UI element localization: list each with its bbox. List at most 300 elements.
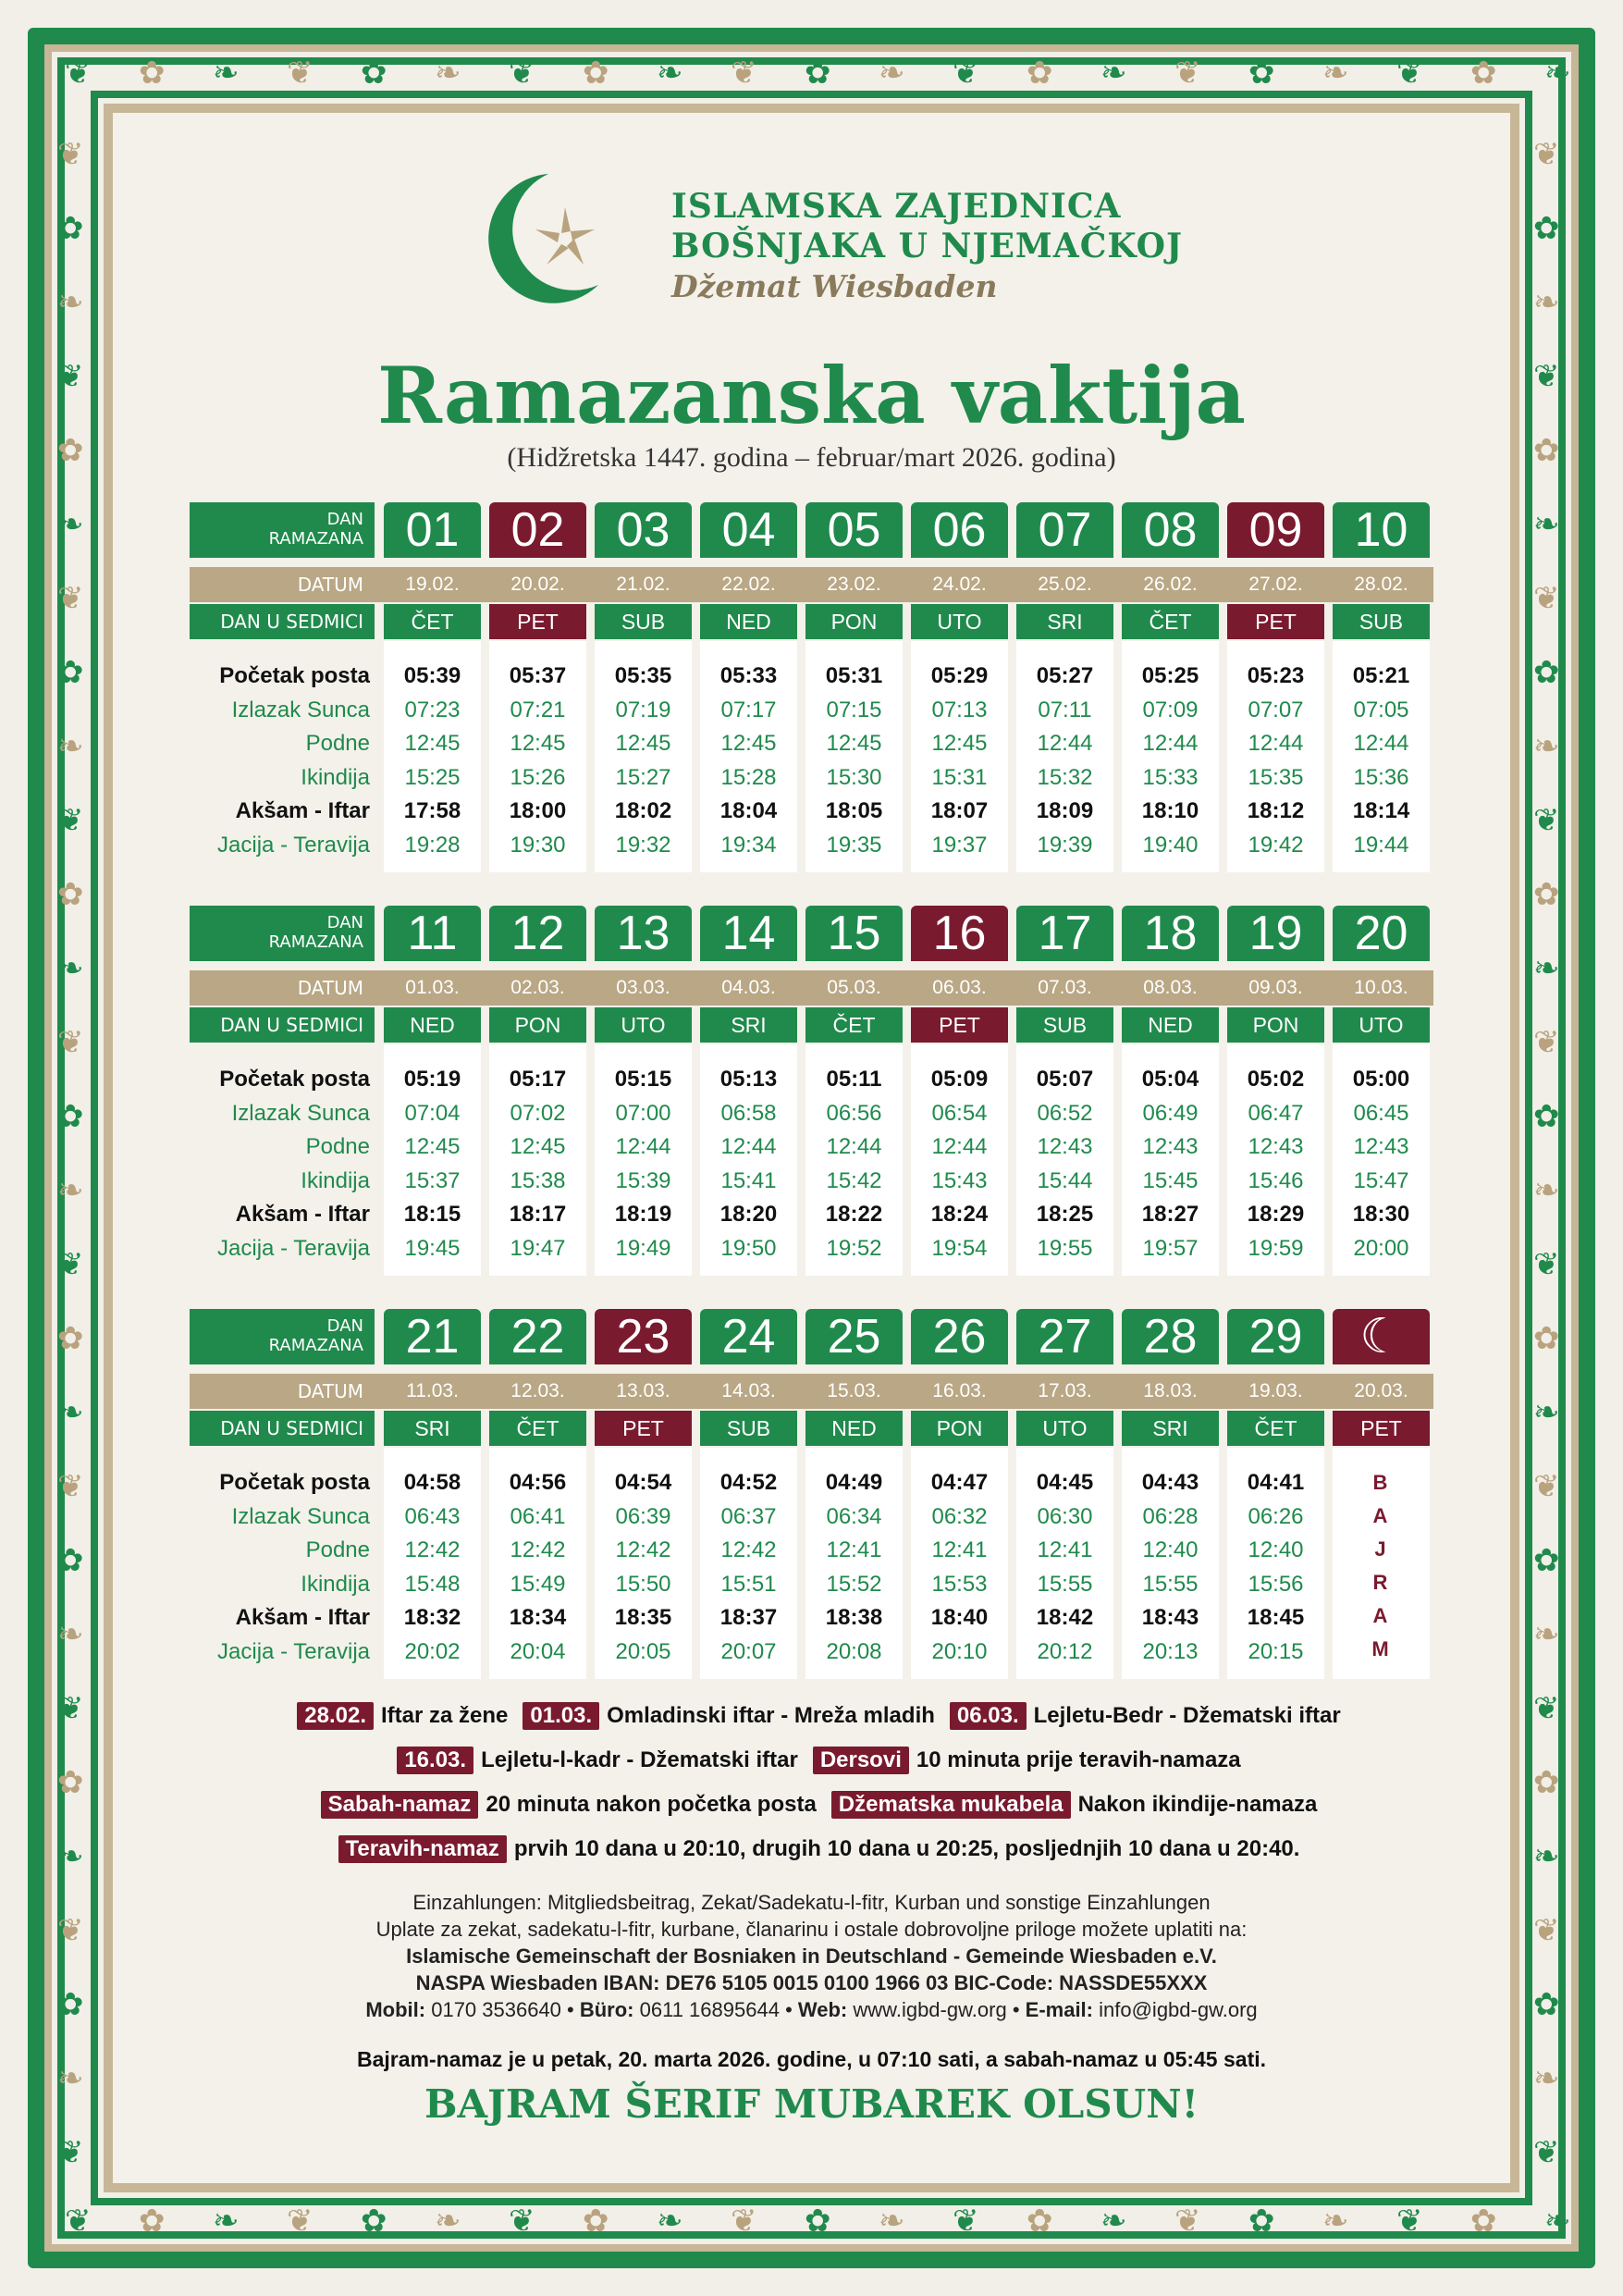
ornament-icon: ❧ <box>57 1616 84 1653</box>
bajram-namaz-info: Bajram-namaz je u petak, 20. marta 2026. godine, u 07:10 sati, a sabah-namaz u 05:45 sati. <box>356 2047 1267 2071</box>
prayer-time: 06:49 <box>1142 1100 1199 1126</box>
times-cell <box>911 641 1008 872</box>
prayer-time: 18:38 <box>825 1605 883 1630</box>
prayer-time: 07:05 <box>1353 697 1409 722</box>
ornament-icon: ✿ <box>57 654 84 691</box>
day-column <box>1333 502 1430 872</box>
note-text: 20 minuta nakon početka posta <box>486 1792 817 1817</box>
prayer-time: 18:24 <box>930 1202 989 1227</box>
notes-line-4 <box>0 1835 1623 1863</box>
times-cell <box>384 1448 481 1679</box>
info-uplate: Uplate za zekat, sadekatu-l-fitr, kurbane, članarinu i ostale dobrovoljne priloge možete uplatiti na: <box>375 1918 1248 1941</box>
date: 12.03. <box>510 1380 565 1401</box>
row-label: Početak posta <box>219 1470 370 1495</box>
day-number: 14 <box>700 906 797 961</box>
day-of-week: NED <box>700 604 797 639</box>
day-number: 19 <box>1227 906 1324 961</box>
prayer-time: 18:07 <box>930 798 989 823</box>
day-column <box>1227 1309 1324 1679</box>
date: 27.02. <box>1248 574 1303 595</box>
prayer-time: 04:54 <box>614 1470 672 1495</box>
prayer-time: 15:53 <box>931 1571 988 1597</box>
prayer-time: 15:52 <box>826 1571 882 1597</box>
prayer-time: 06:41 <box>510 1503 566 1529</box>
vaktija-block-1 <box>190 502 1433 872</box>
day-column <box>805 502 903 872</box>
note-tag: 06.03. <box>950 1702 1027 1730</box>
bajram-letter: J <box>1374 1537 1388 1561</box>
day-of-week: SUB <box>1333 604 1430 639</box>
times-cell <box>805 1448 903 1679</box>
day-of-week: SUB <box>595 604 692 639</box>
times-cell <box>805 1044 903 1276</box>
prayer-time: 07:13 <box>931 697 988 722</box>
day-number: 07 <box>1016 502 1113 558</box>
times-cell <box>1016 1448 1113 1679</box>
ornament-icon: ❦ <box>57 1246 84 1283</box>
bajram-letter: A <box>1372 1504 1390 1527</box>
ornament-icon: ❧ <box>57 2060 84 2097</box>
prayer-time: 12:44 <box>720 1134 777 1159</box>
date: 01.03. <box>405 977 460 998</box>
prayer-time: 18:00 <box>509 798 567 823</box>
prayer-time: 18:10 <box>1141 798 1199 823</box>
info-account-holder <box>0 1944 1623 1969</box>
day-column <box>1227 502 1324 872</box>
ornament-icon: ✿ <box>1027 2203 1053 2240</box>
ornament-icon: ❧ <box>1544 2203 1571 2240</box>
day-number: 15 <box>805 906 903 961</box>
prayer-time: 19:45 <box>404 1235 461 1261</box>
date: 24.02. <box>932 574 987 595</box>
ornament-icon: ✿ <box>1027 55 1053 92</box>
prayer-time: 05:39 <box>403 663 461 688</box>
day-of-week: PON <box>911 1411 1008 1446</box>
prayer-time: 15:55 <box>1037 1571 1093 1597</box>
times-cell <box>595 1448 692 1679</box>
ornament-icon: ❧ <box>1533 1616 1560 1653</box>
prayer-time: 12:44 <box>826 1134 882 1159</box>
prayer-time: 12:44 <box>1142 731 1199 756</box>
row-label: Podne <box>305 1537 370 1562</box>
day-column <box>1333 1309 1430 1679</box>
prayer-time: 15:49 <box>510 1571 566 1597</box>
day-column <box>700 1309 797 1679</box>
times-cell <box>595 641 692 872</box>
prayer-time: 18:25 <box>1036 1202 1094 1227</box>
prayer-time: 06:43 <box>404 1503 461 1529</box>
ornament-icon: ❦ <box>57 2134 84 2171</box>
prayer-time: 15:45 <box>1142 1167 1199 1193</box>
prayer-time: 12:41 <box>1037 1537 1093 1562</box>
prayer-time: 18:32 <box>403 1605 461 1630</box>
prayer-time: 04:45 <box>1036 1470 1094 1495</box>
ornament-icon: ❧ <box>57 950 84 987</box>
date: 25.02. <box>1038 574 1092 595</box>
prayer-time: 05:19 <box>403 1067 461 1092</box>
prayer-time: 12:44 <box>615 1134 671 1159</box>
row-label: Izlazak Sunca <box>231 697 370 722</box>
prayer-time: 05:23 <box>1247 663 1305 688</box>
bajram-letter: B <box>1372 1471 1390 1494</box>
ornament-icon: ✿ <box>361 55 387 92</box>
ornament-icon: ❦ <box>65 55 92 92</box>
prayer-time: 15:38 <box>510 1167 566 1193</box>
row-labels <box>190 1054 370 1265</box>
row-labels <box>190 1457 370 1669</box>
date: 06.03. <box>932 977 987 998</box>
prayer-time: 06:45 <box>1353 1100 1409 1126</box>
row-label: Ikindija <box>301 1167 370 1193</box>
times-cell <box>1227 1044 1324 1276</box>
row-label: Jacija - Teravija <box>217 1235 370 1261</box>
ornament-icon: ❧ <box>57 1172 84 1209</box>
prayer-time: 06:34 <box>826 1503 882 1529</box>
day-column <box>384 502 481 872</box>
times-cell <box>489 1044 586 1276</box>
prayer-time: 18:34 <box>509 1605 567 1630</box>
ornament-icon: ❧ <box>1533 284 1560 321</box>
times-cell <box>805 641 903 872</box>
prayer-time: 15:30 <box>826 764 882 790</box>
day-column <box>1016 502 1113 872</box>
times-cell <box>384 641 481 872</box>
prayer-time: 15:31 <box>931 764 988 790</box>
prayer-time: 05:13 <box>719 1067 778 1092</box>
day-column <box>489 906 586 1276</box>
times-cell <box>384 1044 481 1276</box>
prayer-time: 12:43 <box>1353 1134 1409 1159</box>
email-label: E-mail: <box>1025 1998 1093 2021</box>
date: 21.02. <box>616 574 670 595</box>
date: 20.03. <box>1354 1380 1408 1401</box>
prayer-time: 20:13 <box>1142 1638 1199 1664</box>
ornament-icon: ❦ <box>509 2203 535 2240</box>
prayer-time: 18:35 <box>614 1605 672 1630</box>
prayer-time: 06:30 <box>1037 1503 1093 1529</box>
prayer-time: 12:43 <box>1037 1134 1093 1159</box>
day-of-week: ČET <box>1227 1411 1324 1446</box>
prayer-time: 12:45 <box>931 731 988 756</box>
date: 07.03. <box>1038 977 1092 998</box>
date: 13.03. <box>616 1380 670 1401</box>
notes-line-2 <box>0 1747 1623 1774</box>
prayer-time: 18:42 <box>1036 1605 1094 1630</box>
prayer-time: 12:45 <box>510 1134 566 1159</box>
date: 18.03. <box>1143 1380 1198 1401</box>
ornament-icon: ✿ <box>1533 1764 1560 1801</box>
email-link[interactable]: info@igbd-gw.org <box>1099 1998 1258 2021</box>
day-number: 29 <box>1227 1309 1324 1364</box>
day-of-week: PET <box>911 1007 1008 1043</box>
prayer-time: 07:21 <box>510 697 566 722</box>
label-datum: DATUM <box>297 977 363 999</box>
note-tag: Dersovi <box>813 1747 909 1774</box>
prayer-time: 15:36 <box>1353 764 1409 790</box>
prayer-time: 18:29 <box>1247 1202 1305 1227</box>
day-number: 11 <box>384 906 481 961</box>
crescent-star-icon <box>476 167 606 305</box>
ornament-icon: ❦ <box>287 2203 314 2240</box>
day-number: 22 <box>489 1309 586 1364</box>
ornament-icon: ❧ <box>435 55 461 92</box>
label-dan-u-sedmici: DAN U SEDMICI <box>190 1007 375 1043</box>
ornament-icon: ❧ <box>1322 2203 1349 2240</box>
day-of-week: PON <box>1227 1007 1324 1043</box>
prayer-time: 04:52 <box>719 1470 778 1495</box>
prayer-time: 20:02 <box>404 1638 461 1664</box>
times-cell <box>595 1044 692 1276</box>
prayer-time: 19:32 <box>615 832 671 858</box>
prayer-time: 12:45 <box>615 731 671 756</box>
day-of-week: SRI <box>1122 1411 1219 1446</box>
prayer-time: 07:02 <box>510 1100 566 1126</box>
buro-number: 0611 16895644 <box>639 1998 780 2021</box>
day-of-week: PET <box>489 604 586 639</box>
ornament-icon: ✿ <box>1470 2203 1497 2240</box>
prayer-time: 12:44 <box>1248 731 1304 756</box>
ornament-icon: ✿ <box>57 1320 84 1357</box>
ornament-icon: ❦ <box>1533 2134 1560 2171</box>
prayer-time: 05:07 <box>1036 1067 1094 1092</box>
date: 17.03. <box>1038 1380 1092 1401</box>
day-column <box>700 502 797 872</box>
times-cell <box>489 641 586 872</box>
prayer-time: 18:04 <box>719 798 778 823</box>
ornament-icon: ❧ <box>1100 55 1127 92</box>
ornament-icon: ✿ <box>1533 432 1560 469</box>
day-number: 26 <box>911 1309 1008 1364</box>
day-number: 01 <box>384 502 481 558</box>
note-tag: 01.03. <box>523 1702 599 1730</box>
prayer-time: 07:00 <box>615 1100 671 1126</box>
note-text: Iftar za žene <box>381 1703 509 1728</box>
prayer-time: 06:32 <box>931 1503 988 1529</box>
ornament-icon: ✿ <box>1533 654 1560 691</box>
day-column <box>384 1309 481 1679</box>
ornament-icon: ✿ <box>1533 210 1560 247</box>
ornament-icon: ❦ <box>57 358 84 395</box>
bank-details-text: NASPA Wiesbaden IBAN: DE76 5105 0015 0100 1966 03 BIC-Code: NASSDE55XXX <box>415 1971 1208 1994</box>
times-cell <box>700 641 797 872</box>
day-column <box>1016 1309 1113 1679</box>
row-label: Izlazak Sunca <box>231 1503 370 1529</box>
day-column <box>911 502 1008 872</box>
ornament-icon: ❦ <box>57 136 84 173</box>
ornament-icon: ❧ <box>1533 1838 1560 1875</box>
row-label: Akšam - Iftar <box>235 1605 370 1630</box>
date: 26.02. <box>1143 574 1198 595</box>
prayer-time: 12:41 <box>826 1537 882 1562</box>
bajram-letter: M <box>1371 1637 1391 1660</box>
prayer-time: 18:02 <box>614 798 672 823</box>
note-tag: Džematska mukabela <box>831 1791 1071 1819</box>
note-text: Lejletu-l-kadr - Džematski iftar <box>481 1747 798 1772</box>
prayer-time: 19:57 <box>1142 1235 1199 1261</box>
day-column <box>595 906 692 1276</box>
day-number: 21 <box>384 1309 481 1364</box>
row-label: Podne <box>305 1134 370 1159</box>
prayer-time: 05:31 <box>825 663 883 688</box>
prayer-time: 07:17 <box>720 697 777 722</box>
ornament-icon: ❦ <box>287 55 314 92</box>
day-of-week: SUB <box>700 1411 797 1446</box>
prayer-time: 19:47 <box>510 1235 566 1261</box>
ornament-icon: ✿ <box>1533 1986 1560 2023</box>
day-of-week: PON <box>489 1007 586 1043</box>
times-cell <box>1122 1044 1219 1276</box>
ornament-icon: ❦ <box>1533 358 1560 395</box>
day-number: 06 <box>911 502 1008 558</box>
times-cell <box>700 1448 797 1679</box>
day-column <box>489 502 586 872</box>
ornament-icon: ❦ <box>953 2203 979 2240</box>
ornament-icon: ❧ <box>1533 728 1560 765</box>
prayer-time: 07:07 <box>1248 697 1304 722</box>
times-cell <box>1227 1448 1324 1679</box>
prayer-time: 18:20 <box>719 1202 778 1227</box>
day-number: 09 <box>1227 502 1324 558</box>
prayer-time: 04:49 <box>825 1470 883 1495</box>
prayer-time: 15:50 <box>615 1571 671 1597</box>
prayer-time: 19:30 <box>510 832 566 858</box>
note-text: prvih 10 dana u 20:10, drugih 10 dana u 20:25, posljednjih 10 dana u 20:40. <box>513 1836 1300 1861</box>
ornament-icon: ❦ <box>1533 802 1560 839</box>
day-number: 24 <box>700 1309 797 1364</box>
ornament-icon: ✿ <box>57 1986 84 2023</box>
org-name-line2: BOŠNJAKA U NJEMAČKOJ <box>671 227 1184 265</box>
prayer-time: 04:58 <box>403 1470 461 1495</box>
prayer-time: 05:09 <box>930 1067 989 1092</box>
day-number: 18 <box>1122 906 1219 961</box>
prayer-time: 18:37 <box>719 1605 778 1630</box>
day-of-week: UTO <box>1016 1411 1113 1446</box>
row-label: Akšam - Iftar <box>235 798 370 823</box>
ornament-icon: ❧ <box>657 2203 683 2240</box>
prayer-time: 15:27 <box>615 764 671 790</box>
prayer-time: 07:11 <box>1038 697 1092 722</box>
day-of-week: SRI <box>700 1007 797 1043</box>
times-cell <box>489 1448 586 1679</box>
prayer-time: 15:55 <box>1142 1571 1199 1597</box>
day-number: 13 <box>595 906 692 961</box>
ornament-icon: ❦ <box>1533 1912 1560 1949</box>
day-column <box>911 1309 1008 1679</box>
row-label: Jacija - Teravija <box>217 832 370 858</box>
times-cell <box>1122 1448 1219 1679</box>
times-cell <box>911 1044 1008 1276</box>
ornament-icon: ❧ <box>435 2203 461 2240</box>
prayer-time: 19:59 <box>1248 1235 1304 1261</box>
ornament-icon: ❧ <box>57 728 84 765</box>
date: 15.03. <box>827 1380 881 1401</box>
prayer-time: 07:23 <box>404 697 461 722</box>
date: 19.02. <box>405 574 460 595</box>
notes-line-3 <box>0 1791 1623 1819</box>
day-of-week: PON <box>805 604 903 639</box>
day-of-week: ČET <box>805 1007 903 1043</box>
day-of-week: PET <box>1333 1411 1430 1446</box>
row-label: Početak posta <box>219 1067 370 1092</box>
day-number: 28 <box>1122 1309 1219 1364</box>
ornament-icon: ❦ <box>1174 55 1201 92</box>
ornament-icon: ❦ <box>57 1690 84 1727</box>
ornament-icon: ✿ <box>57 876 84 913</box>
org-name-line3: Džemat Wiesbaden <box>671 268 998 304</box>
prayer-time: 06:47 <box>1248 1100 1304 1126</box>
buro-label: Büro: <box>579 1998 634 2021</box>
day-number: 16 <box>911 906 1008 961</box>
ornament-icon: ❧ <box>1533 1394 1560 1431</box>
prayer-time: 19:49 <box>615 1235 671 1261</box>
prayer-time: 05:04 <box>1141 1067 1199 1092</box>
day-of-week: PET <box>1227 604 1324 639</box>
row-label: Akšam - Iftar <box>235 1202 370 1227</box>
prayer-time: 19:54 <box>931 1235 988 1261</box>
prayer-time: 06:56 <box>826 1100 882 1126</box>
prayer-time: 15:48 <box>404 1571 461 1597</box>
prayer-time: 05:17 <box>509 1067 567 1092</box>
prayer-time: 15:56 <box>1248 1571 1304 1597</box>
ornament-icon: ❧ <box>213 2203 240 2240</box>
day-of-week: UTO <box>1333 1007 1430 1043</box>
day-number: 23 <box>595 1309 692 1364</box>
label-dan-ramazana: DAN RAMAZANA <box>190 906 375 961</box>
prayer-time: 06:52 <box>1037 1100 1093 1126</box>
ornament-icon: ✿ <box>1470 55 1497 92</box>
ornament-icon: ✿ <box>57 1542 84 1579</box>
prayer-time: 18:30 <box>1352 1202 1410 1227</box>
prayer-time: 12:42 <box>510 1537 566 1562</box>
times-cell <box>1016 1044 1113 1276</box>
note-text: Omladinski iftar - Mreža mladih <box>607 1703 935 1728</box>
ornament-icon: ❧ <box>879 2203 905 2240</box>
note-tag: Sabah-namaz <box>321 1791 479 1819</box>
ornament-icon: ❧ <box>213 55 240 92</box>
prayer-time: 06:39 <box>615 1503 671 1529</box>
prayer-time: 05:33 <box>719 663 778 688</box>
prayer-time: 05:25 <box>1141 663 1199 688</box>
prayer-time: 15:25 <box>404 764 461 790</box>
day-column <box>595 1309 692 1679</box>
day-column <box>805 906 903 1276</box>
times-cell <box>911 1448 1008 1679</box>
prayer-time: 20:10 <box>931 1638 988 1664</box>
prayer-time: 12:43 <box>1248 1134 1304 1159</box>
prayer-time: 06:37 <box>720 1503 777 1529</box>
ornament-icon: ❦ <box>731 55 757 92</box>
ornament-icon: ❦ <box>57 580 84 617</box>
prayer-time: 05:27 <box>1036 663 1094 688</box>
day-number: 03 <box>595 502 692 558</box>
day-column <box>1122 502 1219 872</box>
prayer-time: 19:52 <box>826 1235 882 1261</box>
note-tag: 28.02. <box>297 1702 374 1730</box>
prayer-time: 20:04 <box>510 1638 566 1664</box>
ornament-icon: ❦ <box>57 1912 84 1949</box>
day-column <box>1333 906 1430 1276</box>
label-dan-ramazana: DAN RAMAZANA <box>190 1309 375 1364</box>
ornament-icon: ✿ <box>139 55 166 92</box>
prayer-time: 05:15 <box>614 1067 672 1092</box>
prayer-time: 19:55 <box>1037 1235 1093 1261</box>
notes-line-1 <box>0 1702 1623 1730</box>
prayer-time: 18:14 <box>1352 798 1410 823</box>
prayer-time: 05:11 <box>826 1067 882 1092</box>
ornament-icon: ❦ <box>57 802 84 839</box>
prayer-time: 20:07 <box>720 1638 777 1664</box>
web-link[interactable]: www.igbd-gw.org <box>853 1998 1007 2021</box>
